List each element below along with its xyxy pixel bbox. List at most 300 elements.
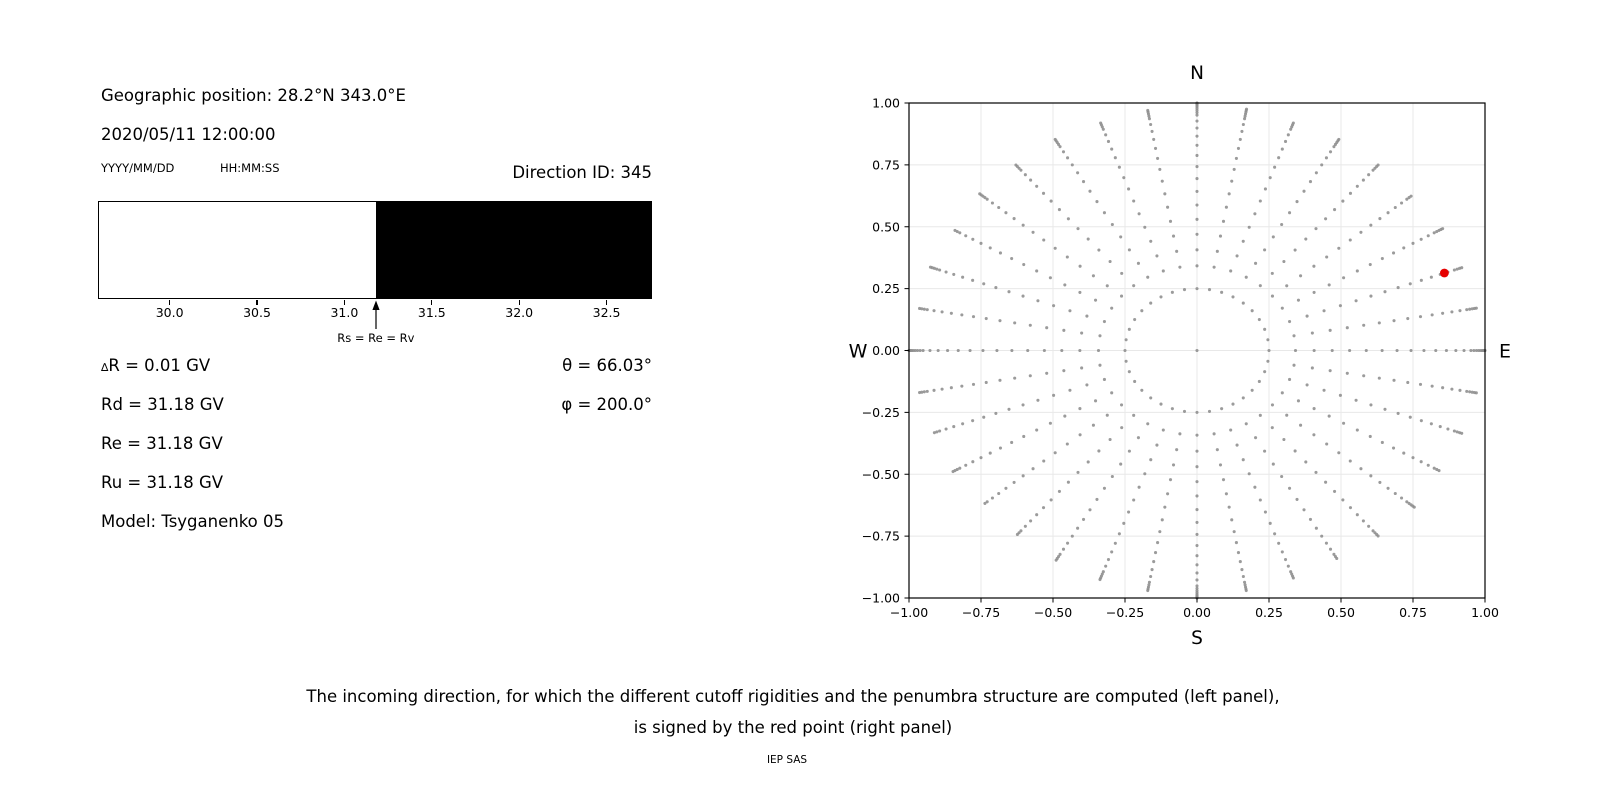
scatter-dot [1078,349,1081,352]
scatter-dot [1362,324,1365,327]
inner-ring-dot [1258,318,1261,321]
scatter-dot [994,286,997,289]
time-format-label: HH:MM:SS [220,161,280,175]
scatter-dot [1287,133,1290,136]
scatter-dot [1465,308,1468,311]
geographic-position-text: Geographic position: 28.2°N 343.0°E [101,86,406,105]
scatter-dot [1098,334,1101,337]
scatter-dot [1107,558,1110,561]
scatter-dot [1127,511,1130,514]
scatter-dot [1349,238,1352,241]
inner-ring-dot [1251,389,1254,392]
scatter-dot [926,390,929,393]
scatter-dot [1104,565,1107,568]
scatter-dot [1114,542,1117,545]
scatter-dot [1245,589,1248,592]
scatter-dot [1306,383,1309,386]
scatter-dot [1367,525,1370,528]
scatter-dot [1242,575,1245,578]
scatter-dot [999,446,1002,449]
scatter-dot [1387,487,1390,490]
datetime-text: 2020/05/11 12:00:00 [101,125,276,144]
scatter-dot [1162,428,1165,431]
scatter-dot [1169,220,1172,223]
scatter-dot [999,251,1002,254]
scatter-dot [1062,329,1065,332]
scatter-dot [1195,177,1198,180]
scatter-dot [1137,262,1140,265]
scatter-dot [1195,571,1198,574]
scatter-dot [985,381,988,384]
scatter-dot [1346,372,1349,375]
inner-ring-dot [1220,291,1223,294]
scatter-dot [1328,415,1331,418]
scatter-dot [1076,471,1079,474]
scatter-dot [989,246,992,249]
scatter-dot [1394,492,1397,495]
scatter-dot [1325,156,1328,159]
scatter-dot [1079,433,1082,436]
scatter-dot [960,313,963,316]
scatter-dot [1381,257,1384,260]
scatter-dot [1446,427,1449,430]
inner-ring-dot [1123,349,1126,352]
scatter-dot [1042,459,1045,462]
scatter-dot [1092,274,1095,277]
scatter-dot [1288,211,1291,214]
scatter-dot [1195,533,1198,536]
scatter-dot [1411,242,1414,245]
scatter-dot [1469,349,1472,352]
scatter-dot [1349,192,1352,195]
penumbra-tick-label: 31.5 [417,305,446,320]
scatter-dot [1149,575,1152,578]
scatter-dot [1195,434,1198,437]
scatter-dot [961,276,964,279]
x-tick-label: −0.75 [961,605,1001,620]
scatter-dot [1299,274,1302,277]
scatter-dot [1166,492,1169,495]
scatter-dot [1143,226,1146,229]
scatter-dot [1195,450,1198,453]
scatter-dot [1315,527,1318,530]
scatter-dot [1094,399,1097,402]
scatter-dot [1342,276,1345,279]
scatter-dot [991,496,994,499]
scatter-dot [1054,451,1057,454]
scatter-dot [1195,465,1198,468]
scatter-dot [994,412,997,415]
scatter-dot [1313,349,1316,352]
scatter-dot [1120,426,1123,429]
scatter-dot [1285,284,1288,287]
scatter-dot [1392,446,1395,449]
scatter-dot [1287,565,1290,568]
scatter-dot [1288,378,1291,381]
inner-ring-dot [1208,288,1211,291]
scatter-dot [1029,324,1032,327]
scatter-dot [1439,425,1442,428]
scatter-dot [1166,206,1169,209]
scatter-dot [1035,269,1038,272]
scatter-dot [1080,331,1083,334]
scatter-dot [1079,265,1082,268]
penumbra-tick-label: 30.5 [243,305,271,320]
scatter-dot [1109,438,1112,441]
inner-ring-dot [1128,370,1131,373]
scatter-dot [1259,284,1262,287]
scatter-dot [1195,233,1198,236]
scatter-dot [957,349,960,352]
scatter-dot [1043,349,1046,352]
scatter-dot [1163,192,1166,195]
scatter-dot [1402,452,1405,455]
scatter-dot [1233,530,1236,533]
scatter-dot [1013,377,1016,380]
scatter-dot [922,349,925,352]
scatter-dot [1050,200,1053,203]
scatter-dot [1259,414,1262,417]
scatter-dot [1099,121,1102,124]
scatter-dot [1259,498,1262,501]
scatter-dot [1430,422,1433,425]
scatter-dot [1311,331,1314,334]
scatter-dot [1195,521,1198,524]
scatter-dot [1349,459,1352,462]
caption-credit: IEP SAS [766,754,808,766]
compass-label-s: S [1191,628,1203,649]
scatter-dot [1118,532,1121,535]
scatter-dot [1195,554,1198,557]
scatter-dot [918,391,921,394]
scatter-dot [1195,480,1198,483]
scatter-dot [1362,519,1365,522]
scatter-dot [1235,157,1238,160]
scatter-dot [1152,138,1155,141]
inner-ring-dot [1128,328,1131,331]
scatter-dot [1067,481,1070,484]
scatter-dot [969,349,972,352]
scatter-dot [1175,448,1178,451]
scatter-dot [981,349,984,352]
scatter-dot [1022,263,1025,266]
scatter-dot [978,192,981,195]
scatter-dot [1284,558,1287,561]
scatter-dot [1420,419,1423,422]
scatter-dot [1050,498,1053,501]
scatter-dot [1294,248,1297,251]
scatter-dot [1132,199,1135,202]
scatter-dot [1119,235,1122,238]
inner-ring-dot [1183,410,1186,413]
inner-ring-dot [1220,407,1223,410]
scatter-dot [1378,217,1381,220]
scatter-dot [1119,463,1122,466]
scatter-dot [1022,435,1025,438]
scatter-dot [1035,513,1038,516]
scatter-dot [1063,283,1066,286]
scatter-dot [972,315,975,318]
scatter-dot [1195,264,1198,267]
compass-label-e: E [1499,340,1512,363]
boundary-arrow-label: Rs = Re = Rv [337,331,415,345]
scatter-dot [1055,559,1058,562]
scatter-dot [1082,518,1085,521]
scatter-dot [1325,442,1328,445]
scatter-dot [1172,235,1175,238]
scatter-dot [1311,366,1314,369]
scatter-dot [1280,223,1283,226]
scatter-dot [1273,532,1276,535]
scatter-dot [1035,428,1038,431]
scatter-dot [971,238,974,241]
scatter-dot [1271,403,1274,406]
scatter-dot [1453,268,1456,271]
scatter-dot [1175,250,1178,253]
scatter-dot [1273,166,1276,169]
scatter-dot [1109,260,1112,263]
scatter-dot [1022,224,1025,227]
scatter-dot [1066,442,1069,445]
scatter-dot [1277,542,1280,545]
inner-ring-dot [1258,380,1261,383]
scatter-dot [1071,535,1074,538]
scatter-dot [952,425,955,428]
inner-ring-dot [1231,295,1234,298]
inner-ring-dot [1266,360,1269,363]
scatter-dot [1387,211,1390,214]
scatter-dot [1245,422,1248,425]
x-tick-label: 0.50 [1327,605,1355,620]
scatter-dot [1060,349,1063,352]
scatter-dot [1042,192,1045,195]
scatter-dot [1098,578,1101,581]
scatter-dot [1178,432,1181,435]
scatter-dot [1195,165,1198,168]
scatter-dot [1281,148,1284,151]
scatter-dot [1195,119,1198,122]
scatter-dot [979,456,982,459]
scatter-dot [1434,349,1437,352]
y-tick-label: −1.00 [861,590,900,606]
penumbra-tick-label: 30.0 [155,305,184,320]
scatter-dot [1288,487,1291,490]
scatter-dot [1269,176,1272,179]
scatter-dot [1341,498,1344,501]
scatter-dot [1420,460,1423,463]
scatter-dot [1230,518,1233,521]
scatter-dot [985,317,988,320]
scatter-dot [933,431,936,434]
scatter-dot [1110,307,1113,310]
scatter-dot [1042,238,1045,241]
penumbra-tick-label: 31.0 [330,305,359,320]
scatter-dot [1149,240,1152,243]
scatter-dot [928,349,931,352]
scatter-dot [1328,283,1331,286]
inner-ring-dot [1251,309,1254,312]
scatter-dot [1475,391,1478,394]
scatter-dot [1263,248,1266,251]
scatter-dot [1237,551,1240,554]
scatter-dot [1035,185,1038,188]
scatter-dot [1195,127,1198,130]
scatter-dot [972,383,975,386]
scatter-dot [926,308,929,311]
scatter-dot [1237,147,1240,150]
scatter-dot [1313,407,1316,410]
scatter-dot [1369,403,1372,406]
scatter-dot [1292,334,1295,337]
scatter-dot [1066,255,1069,258]
scatter-dot [998,379,1001,382]
scatter-dot [1240,130,1243,133]
scatter-dot [1458,309,1461,312]
scatter-dot [1132,498,1135,501]
scatter-dot [1292,576,1295,579]
center-dot [1195,349,1198,352]
scatter-dot [1111,475,1114,478]
delta-r-value: R = 0.01 GV [108,356,211,375]
scatter-dot [1066,542,1069,545]
scatter-dot [971,460,974,463]
scatter-dot [1410,195,1413,198]
scatter-dot [1078,407,1081,410]
y-tick-label: 0.25 [872,281,900,297]
scatter-dot [1110,148,1113,151]
scatter-dot [1097,248,1100,251]
scatter-dot [1236,444,1239,447]
scatter-dot [1013,481,1016,484]
scatter-dot [1437,469,1440,472]
scatter-dot [945,270,948,273]
y-tick-label: 0.75 [872,157,900,173]
scatter-dot [1392,251,1395,254]
scatter-dot [1282,438,1285,441]
scatter-dot [1271,426,1274,429]
scatter-dot [1228,192,1231,195]
scatter-dot [1195,248,1198,251]
scatter-dot [983,502,986,505]
scatter-dot [989,452,992,455]
scatter-dot [1292,121,1295,124]
scatter-dot [1314,227,1317,230]
inner-ring-dot [1140,389,1143,392]
scatter-dot [952,273,955,276]
scatter-dot [1264,511,1267,514]
scatter-dot [1163,506,1166,509]
scatter-dot [1383,290,1386,293]
scatter-dot [1219,463,1222,466]
scatter-dot [1049,422,1052,425]
scatter-dot [1225,492,1228,495]
direction-id-text: Direction ID: 345 [512,163,652,182]
scatter-dot [929,266,932,269]
scatter-dot [1309,180,1312,183]
scatter-dot [1103,211,1106,214]
scatter-dot [1369,474,1372,477]
inner-ring-dot [1195,411,1198,414]
scatter-dot [1045,326,1048,329]
scatter-dot [1103,378,1106,381]
scatter-dot [1259,199,1262,202]
scatter-dot [1029,374,1032,377]
x-tick-label: 0.00 [1183,605,1211,620]
scatter-dot [1036,299,1039,302]
scatter-dot [1383,408,1386,411]
scatter-dot [1427,234,1430,237]
scatter-dot [1087,238,1090,241]
scatter-dot [1118,166,1121,169]
inner-ring-dot [1242,302,1245,305]
scatter-dot [1068,309,1071,312]
scatter-dot [1339,394,1342,397]
scatter-dot [979,242,982,245]
theta-text: θ = 66.03° [562,356,652,375]
scatter-dot [1369,263,1372,266]
scatter-dot [1271,272,1274,275]
scatter-dot [1110,550,1113,553]
scatter-dot [1419,383,1422,386]
scatter-dot [1195,494,1198,497]
scatter-dot [1294,449,1297,452]
scatter-dot [1138,486,1141,489]
scatter-dot [1085,383,1088,386]
scatter-dot [1158,530,1161,533]
scatter-dot [1149,123,1152,126]
scatter-dot [1312,265,1315,268]
scatter-dot [1122,522,1125,525]
scatter-dot [1010,441,1013,444]
scatter-dot [1219,235,1222,238]
scatter-dot [1400,201,1403,204]
inner-ring-dot [1149,302,1152,305]
ru-text: Ru = 31.18 GV [101,473,224,492]
scatter-dot [1013,321,1016,324]
y-tick-label: −0.50 [861,466,900,482]
scatter-dot [1304,238,1307,241]
scatter-dot [1356,269,1359,272]
scatter-dot [1292,364,1295,367]
scatter-dot [1222,478,1225,481]
scatter-dot [1062,369,1065,372]
scatter-dot [1409,349,1412,352]
scatter-dot [998,319,1001,322]
scatter-dot [1248,472,1251,475]
scatter-dot [1062,150,1065,153]
scatter-dot [964,234,967,237]
scatter-dot [1146,422,1149,425]
scatter-dot [1066,156,1069,159]
scatter-dot [1195,578,1198,581]
x-tick-label: 1.00 [1471,605,1499,620]
scatter-dot [1239,138,1242,141]
scatter-dot [1085,315,1088,318]
re-text: Re = 31.18 GV [101,434,223,453]
scatter-dot [1377,164,1380,167]
scatter-dot [1420,279,1423,282]
scatter-dot [1154,551,1157,554]
scatter-dot [941,388,944,391]
scatter-dot [1088,190,1091,193]
scatter-dot [937,349,940,352]
scatter-dot [1441,312,1444,315]
scatter-dot [1378,321,1381,324]
scatter-dot [1341,200,1344,203]
scatter-dot [1381,441,1384,444]
scatter-dot [1152,560,1155,563]
scatter-dot [1314,471,1317,474]
